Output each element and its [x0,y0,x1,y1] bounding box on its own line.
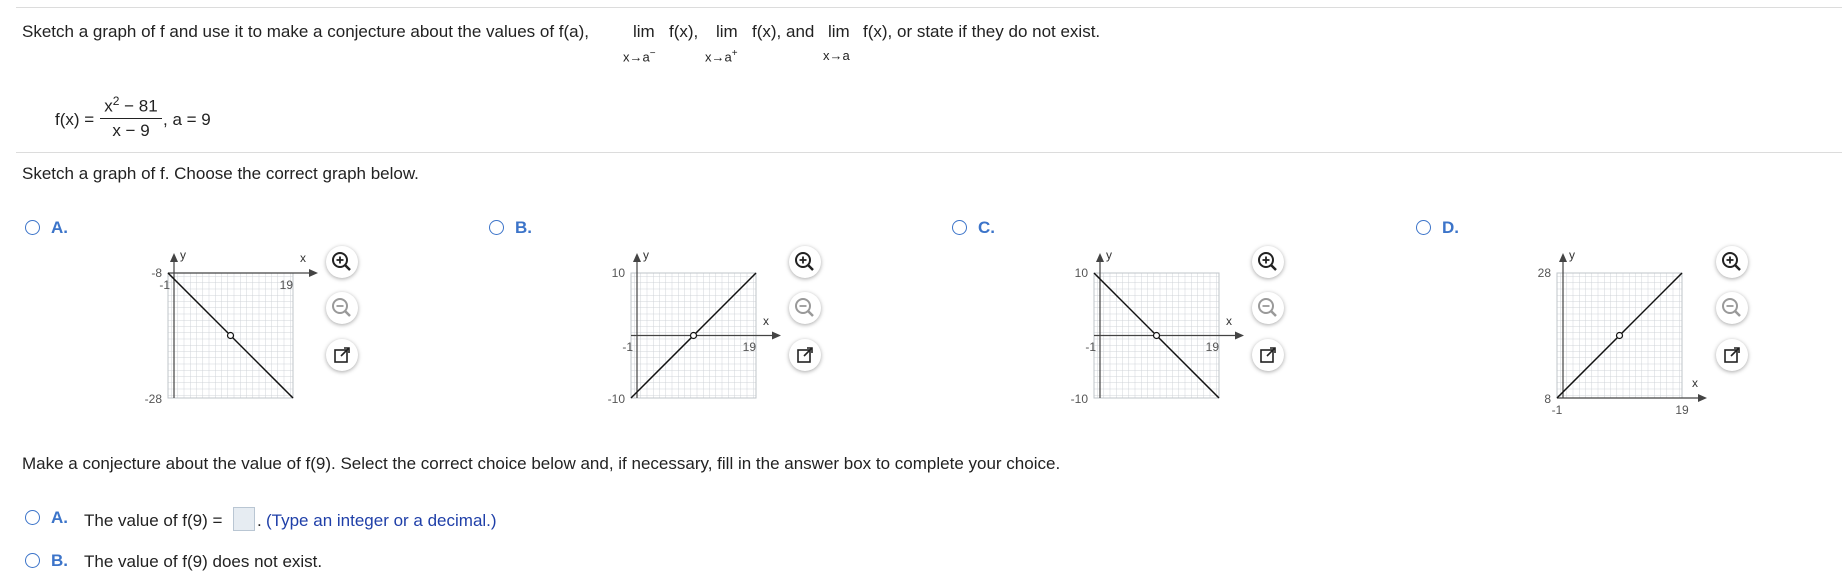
zoom-out-button-b[interactable] [789,292,821,324]
popout-button-a[interactable] [326,339,358,371]
option-d-letter[interactable]: D. [1442,218,1459,237]
fraction-numerator: $x^2 - 81$ [104,94,158,116]
limit-two-sided [823,22,850,63]
limit-right [705,22,738,65]
zoom-out-icon [326,292,358,324]
radio-option-d[interactable] [1416,220,1431,235]
zoom-out-button-a[interactable] [326,292,358,324]
popout-icon [789,339,821,371]
fraction-bar [100,118,162,119]
zoom-out-icon [1716,292,1748,324]
y-bottom-label: 8 [1544,392,1551,406]
lim-two-sub: x→a [823,48,850,63]
x-axis-arrow [1698,394,1707,402]
choice-a-text: The value of f(9) = [84,511,223,530]
lim-right-sub: x→a+ [705,48,738,65]
hole-point [228,333,234,339]
x-right-label: 19 [1675,403,1689,417]
y-top-label: 28 [1537,266,1551,280]
x-axis-arrow [1235,332,1244,340]
radio-option-b[interactable] [489,220,504,235]
choice-a-after: . [257,511,262,530]
y-top-label: 10 [611,266,625,280]
zoom-out-button-c[interactable] [1252,292,1284,324]
lim-word-left: lim [633,22,655,41]
graph-option-c [1066,245,1266,405]
choice-a-letter[interactable]: A. [51,508,68,527]
choice-b-text: The value of f(9) does not exist. [84,552,323,571]
zoom-in-button-a[interactable] [326,246,358,278]
zoom-in-button-d[interactable] [1716,246,1748,278]
x-axis-arrow [772,332,781,340]
section-divider [16,152,1842,153]
answer-input[interactable] [233,507,255,531]
popout-icon [1716,339,1748,371]
y-top-label: 10 [1074,266,1088,280]
popout-button-d[interactable] [1716,339,1748,371]
lim-word-right: lim [716,22,738,41]
y-bottom-label: -28 [144,392,162,405]
x-left-label: -1 [622,340,633,354]
radio-choice-b[interactable] [25,553,40,568]
graph-option-a [140,245,340,405]
y-axis-arrow [1559,253,1567,262]
zoom-in-icon [1716,246,1748,278]
function-fraction [100,94,162,141]
top-divider [16,7,1842,8]
zoom-in-icon [789,246,821,278]
zoom-in-button-b[interactable] [789,246,821,278]
popout-button-b[interactable] [789,339,821,371]
zoom-in-button-c[interactable] [1252,246,1284,278]
zoom-out-button-d[interactable] [1716,292,1748,324]
radio-option-c[interactable] [952,220,967,235]
part1-instruction: Sketch a graph of f. Choose the correct graph below. [22,164,419,183]
radio-choice-a[interactable] [25,510,40,525]
hole-point [1154,333,1160,339]
x-right-label: 19 [279,278,293,292]
zoom-out-icon [789,292,821,324]
y-axis-arrow [1096,253,1104,262]
option-a-letter[interactable]: A. [51,218,68,237]
y-axis-arrow [170,253,178,262]
hole-point [691,333,697,339]
y-bottom-label: -10 [1070,392,1088,405]
x-right-label: 19 [742,340,756,354]
popout-icon [1252,339,1284,371]
popout-button-c[interactable] [1252,339,1284,371]
lim-two-expr: f(x), or state if they do not exist. [863,22,1101,41]
zoom-in-icon [326,246,358,278]
part2-instruction: Make a conjecture about the value of f(9). Select the correct choice below and, if necessary, fill in the answer box to complete your choice. [22,454,1061,473]
choice-b-letter[interactable]: B. [51,551,68,570]
x-left-label: -1 [1551,403,1563,417]
a-value: , a = 9 [163,110,211,129]
choice-a-hint: (Type an integer or a decimal.) [266,511,497,530]
lim-word-two: lim [828,22,850,41]
fraction-denominator: x − 9 [112,121,150,140]
y-axis-arrow [633,253,641,262]
option-c-letter[interactable]: C. [978,218,995,237]
option-b-letter[interactable]: B. [515,218,532,237]
x-right-label: 19 [1205,340,1219,354]
x-left-label: -1 [159,278,170,292]
y-axis-label: y [643,248,649,262]
x-left-label: -1 [1085,340,1096,354]
limit-left [623,22,656,65]
y-top-label: -8 [151,266,162,280]
question-prompt: Sketch a graph of f and use it to make a conjecture about the values of f(a), [22,22,590,41]
y-axis-label: y [1106,248,1112,262]
x-axis-label: x [1692,376,1698,390]
lim-left-sub: x→a− [623,48,656,65]
x-axis-label: x [1226,314,1232,328]
function-lhs: f(x) = [55,110,95,129]
x-axis-label: x [300,251,306,265]
y-axis-label: y [1569,248,1575,262]
graph-option-b [603,245,803,405]
graph-option-d [1529,245,1729,420]
lim-right-expr: f(x), and [752,22,815,41]
hole-point [1617,333,1623,339]
lim-left-expr: f(x), [669,22,699,41]
radio-option-a[interactable] [25,220,40,235]
x-axis-label: x [763,314,769,328]
x-axis-arrow [309,269,318,277]
y-bottom-label: -10 [607,392,625,405]
zoom-in-icon [1252,246,1284,278]
y-axis-label: y [180,248,186,262]
zoom-out-icon [1252,292,1284,324]
popout-icon [326,339,358,371]
